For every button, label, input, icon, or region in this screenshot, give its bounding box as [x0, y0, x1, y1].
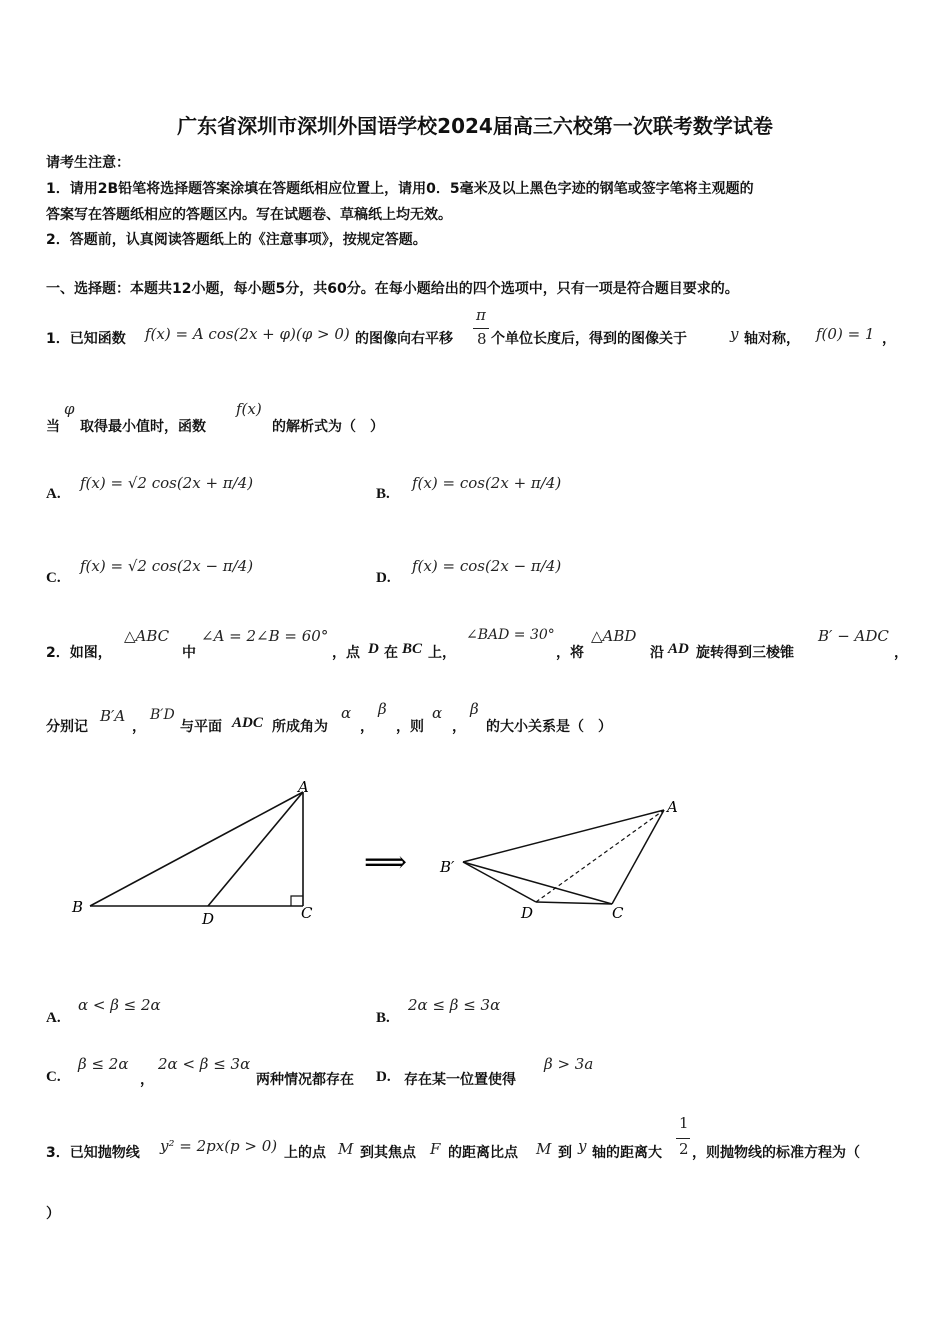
edge-bc-right	[463, 862, 612, 904]
q1-text-6: 当	[46, 419, 60, 435]
q3-text-7: ，则抛物线的标准方程为（	[692, 1145, 860, 1161]
q3-text-2: 上的点	[284, 1145, 326, 1161]
q1-math-y: y	[730, 325, 739, 343]
q3-math-m-2: M	[536, 1140, 552, 1158]
q1-option-a-label[interactable]: A.	[46, 486, 61, 502]
q2-text-1: 2．如图，	[46, 645, 112, 661]
q3-text-8: ）	[46, 1206, 60, 1222]
q1-option-a-expr: f(x) = √2 cos(2x + π/4)	[80, 474, 254, 492]
q2-text-16: ，	[452, 719, 466, 735]
label-right-d: D	[521, 904, 534, 922]
q1-text-5: ，	[882, 331, 896, 347]
q2-option-a-label[interactable]: A.	[46, 1010, 61, 1026]
transform-arrow: ⟹	[364, 845, 408, 880]
q2-math-triangle-abd: △ABD	[591, 627, 637, 645]
q3-math-y: y	[578, 1137, 587, 1155]
edge-ba	[90, 792, 303, 906]
q1-option-d-expr: f(x) = cos(2x − π/4)	[412, 557, 562, 575]
q2-option-c-sep: ，	[140, 1072, 154, 1088]
page-title: 广东省深圳市深圳外国语学校2024届高三六校第一次联考数学试卷	[177, 114, 773, 138]
q2-math-triangle-abc: △ABC	[124, 627, 170, 645]
q3-text-1: 3．已知抛物线	[46, 1145, 140, 1161]
q2-text-10: 分别记	[46, 719, 88, 735]
q2-math-beta-2: β	[470, 700, 479, 718]
q2-math-angles: ∠A = 2∠B = 60°	[201, 627, 329, 645]
notice-line-1: 1．请用2B铅笔将选择题答案涂填在答题纸相应位置上，请用0．5毫米及以上黑色字迹的钢笔或签字笔将主观题的	[46, 181, 754, 197]
q2-text-14: ，	[360, 719, 374, 735]
q2-option-b-expr: 2α ≤ β ≤ 3α	[408, 996, 501, 1014]
q1-text-8: 的解析式为（ ）	[272, 419, 384, 435]
q2-text-17: 的大小关系是（ ）	[486, 719, 612, 735]
section-heading: 一、选择题：本题共12小题，每小题5分，共60分。在每小题给出的四个选项中，只有一项是符合题目要求的。	[46, 281, 739, 297]
q3-frac-den: 2	[679, 1140, 689, 1158]
q2-plane-adc: ADC	[232, 715, 263, 731]
q2-text-6: ，将	[556, 645, 584, 661]
q2-segment-bc: BC	[402, 641, 423, 657]
q2-text-2: 中	[182, 645, 196, 661]
label-left-c: C	[301, 904, 313, 922]
q2-option-d-text: 存在某一位置使得	[404, 1072, 516, 1088]
q2-math-pyramid: B′ − ADC	[818, 627, 889, 645]
label-right-b: B′	[440, 858, 455, 876]
q3-frac-bar	[676, 1138, 690, 1139]
q2-figure	[60, 770, 710, 940]
q2-option-b-label[interactable]: B.	[376, 1010, 390, 1026]
q3-math-f: F	[430, 1140, 441, 1158]
edge-bd-right	[463, 862, 536, 902]
q2-option-c-tail: 两种情况都存在	[256, 1072, 354, 1088]
q3-text-5: 到	[558, 1145, 572, 1161]
edge-dc-right	[536, 902, 612, 904]
q2-math-alpha-1: α	[341, 704, 352, 722]
q1-option-c-expr: f(x) = √2 cos(2x − π/4)	[80, 557, 254, 575]
label-right-a: A	[667, 798, 678, 816]
q1-text-2: 的图像向右平移	[355, 331, 453, 347]
q3-math-parabola: y² = 2px(p > 0)	[160, 1137, 278, 1155]
q2-text-9: ，	[894, 645, 908, 661]
q2-text-7: 沿	[650, 645, 664, 661]
q1-option-b-expr: f(x) = cos(2x + π/4)	[412, 474, 562, 492]
q2-text-12: 与平面	[180, 719, 222, 735]
q3-math-m-1: M	[338, 1140, 354, 1158]
q3-text-3: 到其焦点	[360, 1145, 416, 1161]
q2-text-11: ，	[132, 719, 146, 735]
q2-text-13: 所成角为	[272, 719, 328, 735]
q1-math-f0: f(0) = 1	[816, 325, 875, 343]
q3-frac-num: 1	[679, 1114, 689, 1132]
label-left-b: B	[72, 898, 84, 916]
q2-text-4: 在	[384, 645, 398, 661]
q2-math-alpha-2: α	[432, 704, 443, 722]
q1-frac-num: π	[476, 306, 486, 324]
q3-text-6: 轴的距离大	[592, 1145, 662, 1161]
q2-option-c-expr-2: 2α < β ≤ 3α	[158, 1055, 251, 1073]
label-left-a: A	[298, 778, 309, 796]
q2-segment-ad: AD	[668, 641, 689, 657]
q2-text-5: 上，	[428, 645, 456, 661]
q1-text-1: 1．已知函数	[46, 331, 126, 347]
edge-ad	[208, 792, 303, 906]
q1-option-c-label[interactable]: C.	[46, 570, 61, 586]
q2-point-d: D	[368, 641, 379, 657]
q1-option-b-label[interactable]: B.	[376, 486, 390, 502]
right-pyramid	[463, 810, 664, 904]
edge-ad-hidden	[536, 810, 664, 902]
edge-ba-right	[463, 810, 664, 862]
notice-heading: 请考生注意：	[46, 155, 130, 171]
q2-option-c-label[interactable]: C.	[46, 1069, 61, 1085]
q1-math-fx: f(x)	[236, 400, 262, 418]
q2-text-8: 旋转得到三棱锥	[696, 645, 794, 661]
q2-math-beta-1: β	[378, 700, 387, 718]
q1-text-7: 取得最小值时，函数	[80, 419, 206, 435]
q1-math-function: f(x) = A cos(2x + φ)(φ > 0)	[145, 325, 350, 343]
q3-text-4: 的距离比点	[448, 1145, 518, 1161]
q2-text-3: ，点	[332, 645, 360, 661]
q2-option-d-expr: β > 3a	[544, 1055, 594, 1073]
q2-text-15: ，则	[396, 719, 424, 735]
q1-option-d-label[interactable]: D.	[376, 570, 391, 586]
q1-frac-bar	[473, 328, 489, 329]
q1-math-phi: φ	[64, 400, 75, 418]
q2-math-bad: ∠BAD = 30°	[466, 627, 555, 643]
q2-math-bd: B′D	[150, 707, 175, 723]
q2-math-ba: B′A	[100, 707, 126, 725]
q2-option-d-label[interactable]: D.	[376, 1069, 391, 1085]
notice-line-2: 答案写在答题纸相应的答题区内。写在试题卷、草稿纸上均无效。	[46, 207, 452, 223]
q2-option-a-expr: α < β ≤ 2α	[78, 996, 161, 1014]
q2-option-c-expr-1: β ≤ 2α	[78, 1055, 129, 1073]
label-left-d: D	[202, 910, 215, 928]
q1-frac-den: 8	[477, 330, 487, 348]
q1-text-3: 个单位长度后，得到的图像关于	[491, 331, 687, 347]
edge-ac-right	[612, 810, 664, 904]
left-triangle	[90, 792, 303, 906]
label-right-c: C	[612, 904, 624, 922]
notice-line-3: 2．答题前，认真阅读答题纸上的《注意事项》，按规定答题。	[46, 232, 427, 248]
q1-text-4: 轴对称，	[744, 331, 800, 347]
